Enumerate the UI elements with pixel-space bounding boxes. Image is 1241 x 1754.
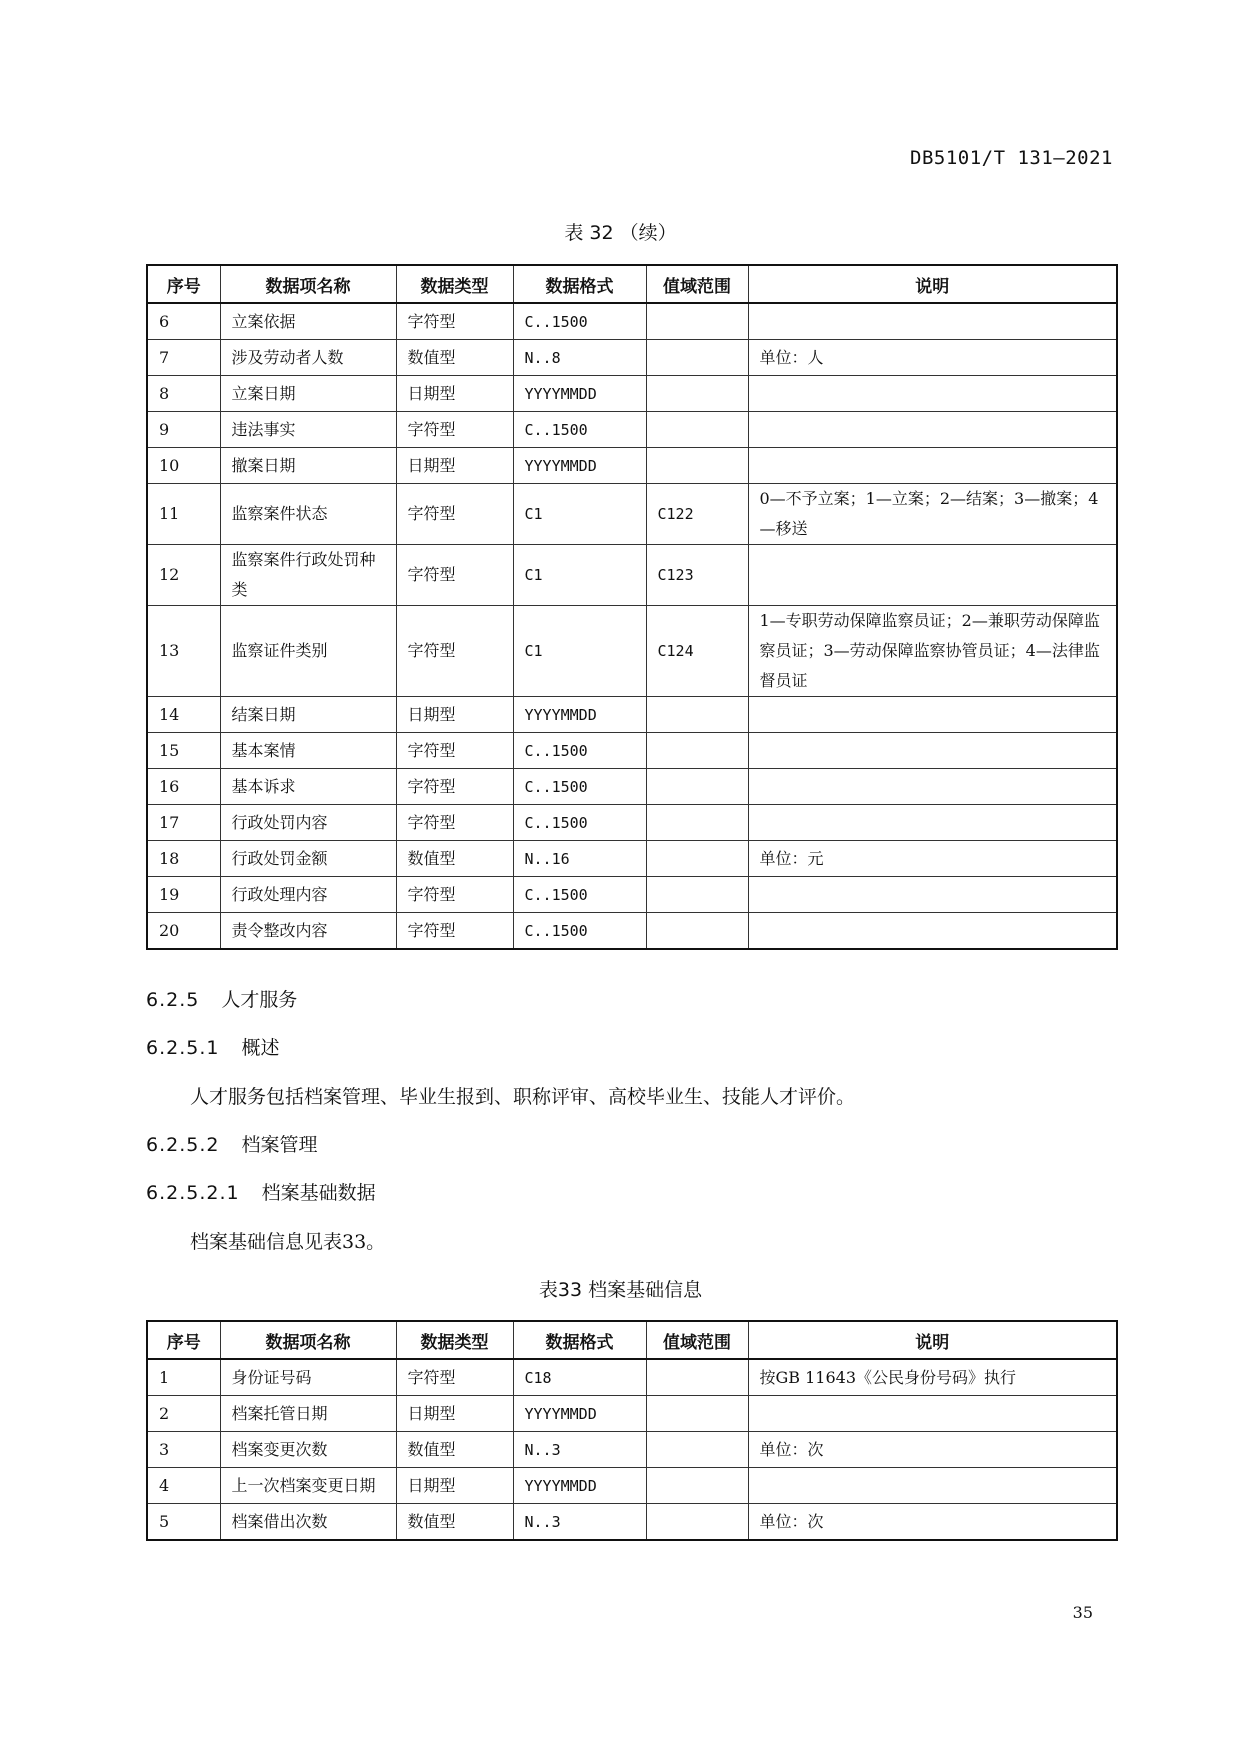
table-cell: 基本案情	[220, 733, 396, 769]
table-cell	[646, 805, 748, 841]
table-cell: 日期型	[396, 697, 513, 733]
table-cell: 数值型	[396, 841, 513, 877]
table-cell: N..8	[513, 340, 646, 376]
table32-header-row	[147, 265, 1117, 303]
table-row	[147, 913, 1117, 950]
table-cell: 违法事实	[220, 412, 396, 448]
table-cell	[646, 1396, 748, 1432]
table-cell: YYYYMMDD	[513, 1468, 646, 1504]
table-cell	[748, 805, 1117, 841]
section-number: 6.2.5	[146, 989, 200, 1011]
table-cell: 8	[147, 376, 220, 412]
section-6-2-5-2-1	[146, 1178, 376, 1205]
table33-reference-paragraph: 档案基础信息见表33。	[190, 1231, 386, 1253]
table-cell: 监察证件类别	[220, 606, 396, 697]
section-title: 人才服务	[221, 989, 298, 1011]
table-cell: 13	[147, 606, 220, 697]
table-cell: 字符型	[396, 769, 513, 805]
table-cell: 字符型	[396, 484, 513, 545]
table33	[146, 1320, 1118, 1541]
table-row	[147, 841, 1117, 877]
table-cell	[646, 769, 748, 805]
table-cell: 10	[147, 448, 220, 484]
table-cell: 14	[147, 697, 220, 733]
overview-paragraph: 人才服务包括档案管理、毕业生报到、职称评审、高校毕业生、技能人才评价。	[190, 1086, 856, 1108]
table-cell: 字符型	[396, 545, 513, 606]
table-cell: 上一次档案变更日期	[220, 1468, 396, 1504]
table-cell: C1	[513, 606, 646, 697]
table-cell: 档案托管日期	[220, 1396, 396, 1432]
column-header: 值域范围	[646, 265, 748, 303]
table-row	[147, 412, 1117, 448]
table-cell: 责令整改内容	[220, 913, 396, 950]
document-number: DB5101/T 131—2021	[910, 147, 1113, 169]
column-header: 数据项名称	[220, 265, 396, 303]
table-cell: 1—专职劳动保障监察员证；2—兼职劳动保障监察员证；3—劳动保障监察协管员证；4—法律监督员证	[748, 606, 1117, 697]
table-cell: 7	[147, 340, 220, 376]
table-cell	[646, 1504, 748, 1541]
column-header: 说明	[748, 1321, 1117, 1359]
table-cell: 日期型	[396, 1468, 513, 1504]
table-row	[147, 1504, 1117, 1541]
table33-caption: 表33 档案基础信息	[538, 1279, 703, 1301]
table-cell: 行政处理内容	[220, 877, 396, 913]
column-header: 序号	[147, 1321, 220, 1359]
table-cell	[748, 1396, 1117, 1432]
table-row	[147, 1432, 1117, 1468]
table-row	[147, 484, 1117, 545]
table-cell	[748, 877, 1117, 913]
table-cell: 12	[147, 545, 220, 606]
table-cell: 6	[147, 303, 220, 340]
section-number: 6.2.5.2	[146, 1134, 220, 1156]
table-cell: 档案借出次数	[220, 1504, 396, 1541]
table-cell: 行政处罚金额	[220, 841, 396, 877]
table-cell: 18	[147, 841, 220, 877]
table-row	[147, 733, 1117, 769]
table-cell: 字符型	[396, 412, 513, 448]
table-cell: YYYYMMDD	[513, 697, 646, 733]
table-cell: C1	[513, 484, 646, 545]
table-cell	[646, 697, 748, 733]
table-cell: 单位：人	[748, 340, 1117, 376]
table-cell: C..1500	[513, 412, 646, 448]
table-cell: 涉及劳动者人数	[220, 340, 396, 376]
table-cell: 0—不予立案；1—立案；2—结案；3—撤案；4—移送	[748, 484, 1117, 545]
table-cell	[646, 376, 748, 412]
table-cell: 数值型	[396, 1504, 513, 1541]
table-cell: 基本诉求	[220, 769, 396, 805]
table-cell: C18	[513, 1359, 646, 1396]
page-number: 35	[1072, 1603, 1093, 1622]
table-cell	[748, 1468, 1117, 1504]
table-row	[147, 877, 1117, 913]
table-cell	[646, 841, 748, 877]
table-row	[147, 376, 1117, 412]
table-cell	[748, 376, 1117, 412]
table-cell: C..1500	[513, 733, 646, 769]
table-cell: C..1500	[513, 805, 646, 841]
table-row	[147, 606, 1117, 697]
table-cell: N..16	[513, 841, 646, 877]
table-cell: C..1500	[513, 877, 646, 913]
table-cell: 立案日期	[220, 376, 396, 412]
table-cell: YYYYMMDD	[513, 1396, 646, 1432]
table-cell: 数值型	[396, 340, 513, 376]
table-row	[147, 303, 1117, 340]
table-cell	[748, 303, 1117, 340]
table-row	[147, 1359, 1117, 1396]
table-cell: 结案日期	[220, 697, 396, 733]
table-cell: 日期型	[396, 448, 513, 484]
column-header: 值域范围	[646, 1321, 748, 1359]
column-header: 说明	[748, 265, 1117, 303]
table-cell: C122	[646, 484, 748, 545]
table-cell: 日期型	[396, 1396, 513, 1432]
section-title: 概述	[241, 1037, 280, 1059]
table-row	[147, 805, 1117, 841]
table-cell	[646, 340, 748, 376]
section-6-2-5-2	[146, 1130, 318, 1157]
section-6-2-5-1	[146, 1033, 280, 1060]
table-cell: C..1500	[513, 913, 646, 950]
table-cell: 按GB 11643《公民身份号码》执行	[748, 1359, 1117, 1396]
table-cell: 字符型	[396, 805, 513, 841]
table-cell	[646, 1359, 748, 1396]
table-cell: C..1500	[513, 303, 646, 340]
table-cell: C..1500	[513, 769, 646, 805]
table-cell: C124	[646, 606, 748, 697]
table-cell	[748, 769, 1117, 805]
table-cell	[646, 448, 748, 484]
table-cell: 9	[147, 412, 220, 448]
table-cell: 数值型	[396, 1432, 513, 1468]
table-cell: 字符型	[396, 1359, 513, 1396]
table-cell: 字符型	[396, 606, 513, 697]
table-cell: C1	[513, 545, 646, 606]
table-cell: 撤案日期	[220, 448, 396, 484]
table-cell	[646, 877, 748, 913]
table-cell: N..3	[513, 1432, 646, 1468]
table-cell: 身份证号码	[220, 1359, 396, 1396]
table32	[146, 264, 1118, 950]
section-title: 档案管理	[241, 1134, 318, 1156]
table-cell: 字符型	[396, 913, 513, 950]
table-cell: 单位：元	[748, 841, 1117, 877]
table-cell	[646, 303, 748, 340]
table-cell	[748, 448, 1117, 484]
table-cell: 15	[147, 733, 220, 769]
table-cell: 16	[147, 769, 220, 805]
table-cell	[646, 412, 748, 448]
table-cell	[748, 913, 1117, 950]
table-cell	[748, 545, 1117, 606]
table-cell	[748, 733, 1117, 769]
table33-header-row	[147, 1321, 1117, 1359]
table-cell: 17	[147, 805, 220, 841]
table-cell: 5	[147, 1504, 220, 1541]
table-cell	[646, 733, 748, 769]
table-cell: C123	[646, 545, 748, 606]
column-header: 序号	[147, 265, 220, 303]
section-title: 档案基础数据	[261, 1182, 376, 1204]
table-cell: 字符型	[396, 303, 513, 340]
table-cell: 监察案件状态	[220, 484, 396, 545]
table-cell: 19	[147, 877, 220, 913]
table-row	[147, 697, 1117, 733]
column-header: 数据格式	[513, 1321, 646, 1359]
table-cell: 4	[147, 1468, 220, 1504]
table-row	[147, 340, 1117, 376]
table-cell: 单位：次	[748, 1504, 1117, 1541]
table-cell: YYYYMMDD	[513, 376, 646, 412]
table-cell: 字符型	[396, 733, 513, 769]
table-row	[147, 1468, 1117, 1504]
table-cell: 档案变更次数	[220, 1432, 396, 1468]
table-cell: 20	[147, 913, 220, 950]
table-cell: 单位：次	[748, 1432, 1117, 1468]
table-row	[147, 448, 1117, 484]
table-cell	[646, 913, 748, 950]
table-cell: 立案依据	[220, 303, 396, 340]
table-cell: YYYYMMDD	[513, 448, 646, 484]
section-number: 6.2.5.1	[146, 1037, 220, 1059]
table-cell: N..3	[513, 1504, 646, 1541]
section-6-2-5	[146, 985, 297, 1012]
table-cell: 11	[147, 484, 220, 545]
table-row	[147, 769, 1117, 805]
table-cell: 3	[147, 1432, 220, 1468]
section-number: 6.2.5.2.1	[146, 1182, 240, 1204]
table-cell: 1	[147, 1359, 220, 1396]
table-cell: 2	[147, 1396, 220, 1432]
table-row	[147, 545, 1117, 606]
table32-caption: 表 32 （续）	[564, 222, 677, 244]
table-cell: 行政处罚内容	[220, 805, 396, 841]
table-cell: 字符型	[396, 877, 513, 913]
table-cell	[748, 697, 1117, 733]
column-header: 数据类型	[396, 1321, 513, 1359]
table-cell	[646, 1432, 748, 1468]
table-cell: 监察案件行政处罚种类	[220, 545, 396, 606]
table-cell	[646, 1468, 748, 1504]
column-header: 数据格式	[513, 265, 646, 303]
column-header: 数据项名称	[220, 1321, 396, 1359]
column-header: 数据类型	[396, 265, 513, 303]
table-cell	[748, 412, 1117, 448]
table-cell: 日期型	[396, 376, 513, 412]
table-row	[147, 1396, 1117, 1432]
